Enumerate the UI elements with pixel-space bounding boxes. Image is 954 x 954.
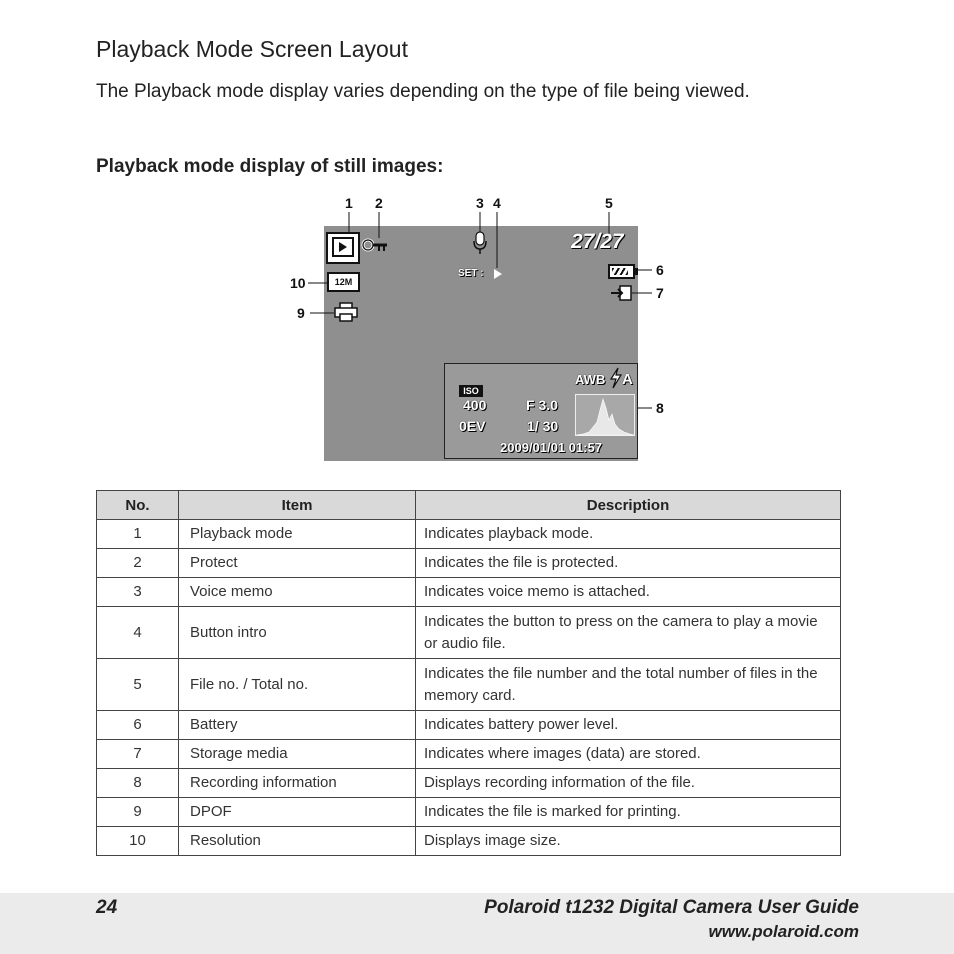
histogram <box>575 394 635 436</box>
row-item: Button intro <box>179 607 416 659</box>
row-description: Indicates playback mode. <box>416 520 841 549</box>
row-no: 4 <box>97 607 179 659</box>
page-number: 24 <box>96 897 118 918</box>
table-row <box>97 769 841 798</box>
file-counter: 27/27 <box>571 230 624 253</box>
row-description: Indicates the file number and the total number of files in the memory card. <box>416 659 841 711</box>
row-no: 6 <box>97 711 179 740</box>
section-title: Playback Mode Screen Layout <box>96 36 408 62</box>
resolution-badge: 12M <box>327 272 360 292</box>
table-row <box>97 659 841 711</box>
info-table <box>96 490 841 856</box>
row-no: 1 <box>97 520 179 549</box>
row-description: Indicates the file is protected. <box>416 549 841 578</box>
table-row <box>97 549 841 578</box>
row-no: 5 <box>97 659 179 711</box>
table-row <box>97 798 841 827</box>
row-item: DPOF <box>179 798 416 827</box>
guide-url: www.polaroid.com <box>708 922 859 941</box>
row-description: Indicates voice memo is attached. <box>416 578 841 607</box>
play-arrow-icon <box>494 269 502 279</box>
row-no: 9 <box>97 798 179 827</box>
row-no: 2 <box>97 549 179 578</box>
header-no: No. <box>97 491 179 520</box>
row-description: Indicates battery power level. <box>416 711 841 740</box>
row-no: 3 <box>97 578 179 607</box>
row-item: File no. / Total no. <box>179 659 416 711</box>
header-description: Description <box>416 491 841 520</box>
row-item: Battery <box>179 711 416 740</box>
printer-icon <box>334 302 358 322</box>
battery-icon <box>608 264 635 279</box>
table-row <box>97 827 841 856</box>
row-item: Protect <box>179 549 416 578</box>
subheading: Playback mode display of still images: <box>96 156 444 177</box>
callout-1: 1 <box>345 195 353 211</box>
row-item: Recording information <box>179 769 416 798</box>
row-item: Storage media <box>179 740 416 769</box>
row-no: 8 <box>97 769 179 798</box>
table-row <box>97 711 841 740</box>
ev-value: 0EV <box>459 418 486 434</box>
flash-icon <box>609 367 623 389</box>
row-description: Indicates where images (data) are stored. <box>416 740 841 769</box>
intro-paragraph: The Playback mode display varies depending on the type of file being viewed. <box>96 81 750 102</box>
header-item: Item <box>179 491 416 520</box>
callout-3: 3 <box>476 195 484 211</box>
callout-7: 7 <box>656 285 664 301</box>
table-row <box>97 578 841 607</box>
row-item: Resolution <box>179 827 416 856</box>
callout-8: 8 <box>656 400 664 416</box>
key-icon <box>361 236 389 254</box>
callout-9: 9 <box>297 305 305 321</box>
row-no: 7 <box>97 740 179 769</box>
storage-media-icon <box>610 284 634 302</box>
row-description: Displays image size. <box>416 827 841 856</box>
callout-10: 10 <box>290 275 306 291</box>
row-item: Voice memo <box>179 578 416 607</box>
microphone-icon <box>472 231 488 255</box>
playback-mode-icon <box>326 232 360 264</box>
iso-badge: ISO <box>459 385 483 397</box>
row-no: 10 <box>97 827 179 856</box>
row-description: Displays recording information of the file. <box>416 769 841 798</box>
flash-mode-label: A <box>622 371 633 388</box>
shutter-value: 1/ 30 <box>527 418 559 434</box>
table-header-row <box>97 491 841 520</box>
callout-6: 6 <box>656 262 664 278</box>
datetime-value: 2009/01/01 01:57 <box>500 440 602 455</box>
callout-5: 5 <box>605 195 613 211</box>
callout-2: 2 <box>375 195 383 211</box>
iso-value: 400 <box>463 397 487 413</box>
aperture-value: F 3.0 <box>526 397 558 413</box>
guide-title: Polaroid t1232 Digital Camera User Guide <box>484 897 859 918</box>
table-row <box>97 740 841 769</box>
row-description: Indicates the button to press on the camera to play a movie or audio file. <box>416 607 841 659</box>
table-row <box>97 520 841 549</box>
table-row <box>97 607 841 659</box>
set-label: SET : <box>458 268 484 279</box>
row-description: Indicates the file is marked for printing. <box>416 798 841 827</box>
awb-label: AWB <box>575 372 606 387</box>
callout-4: 4 <box>493 195 501 211</box>
row-item: Playback mode <box>179 520 416 549</box>
